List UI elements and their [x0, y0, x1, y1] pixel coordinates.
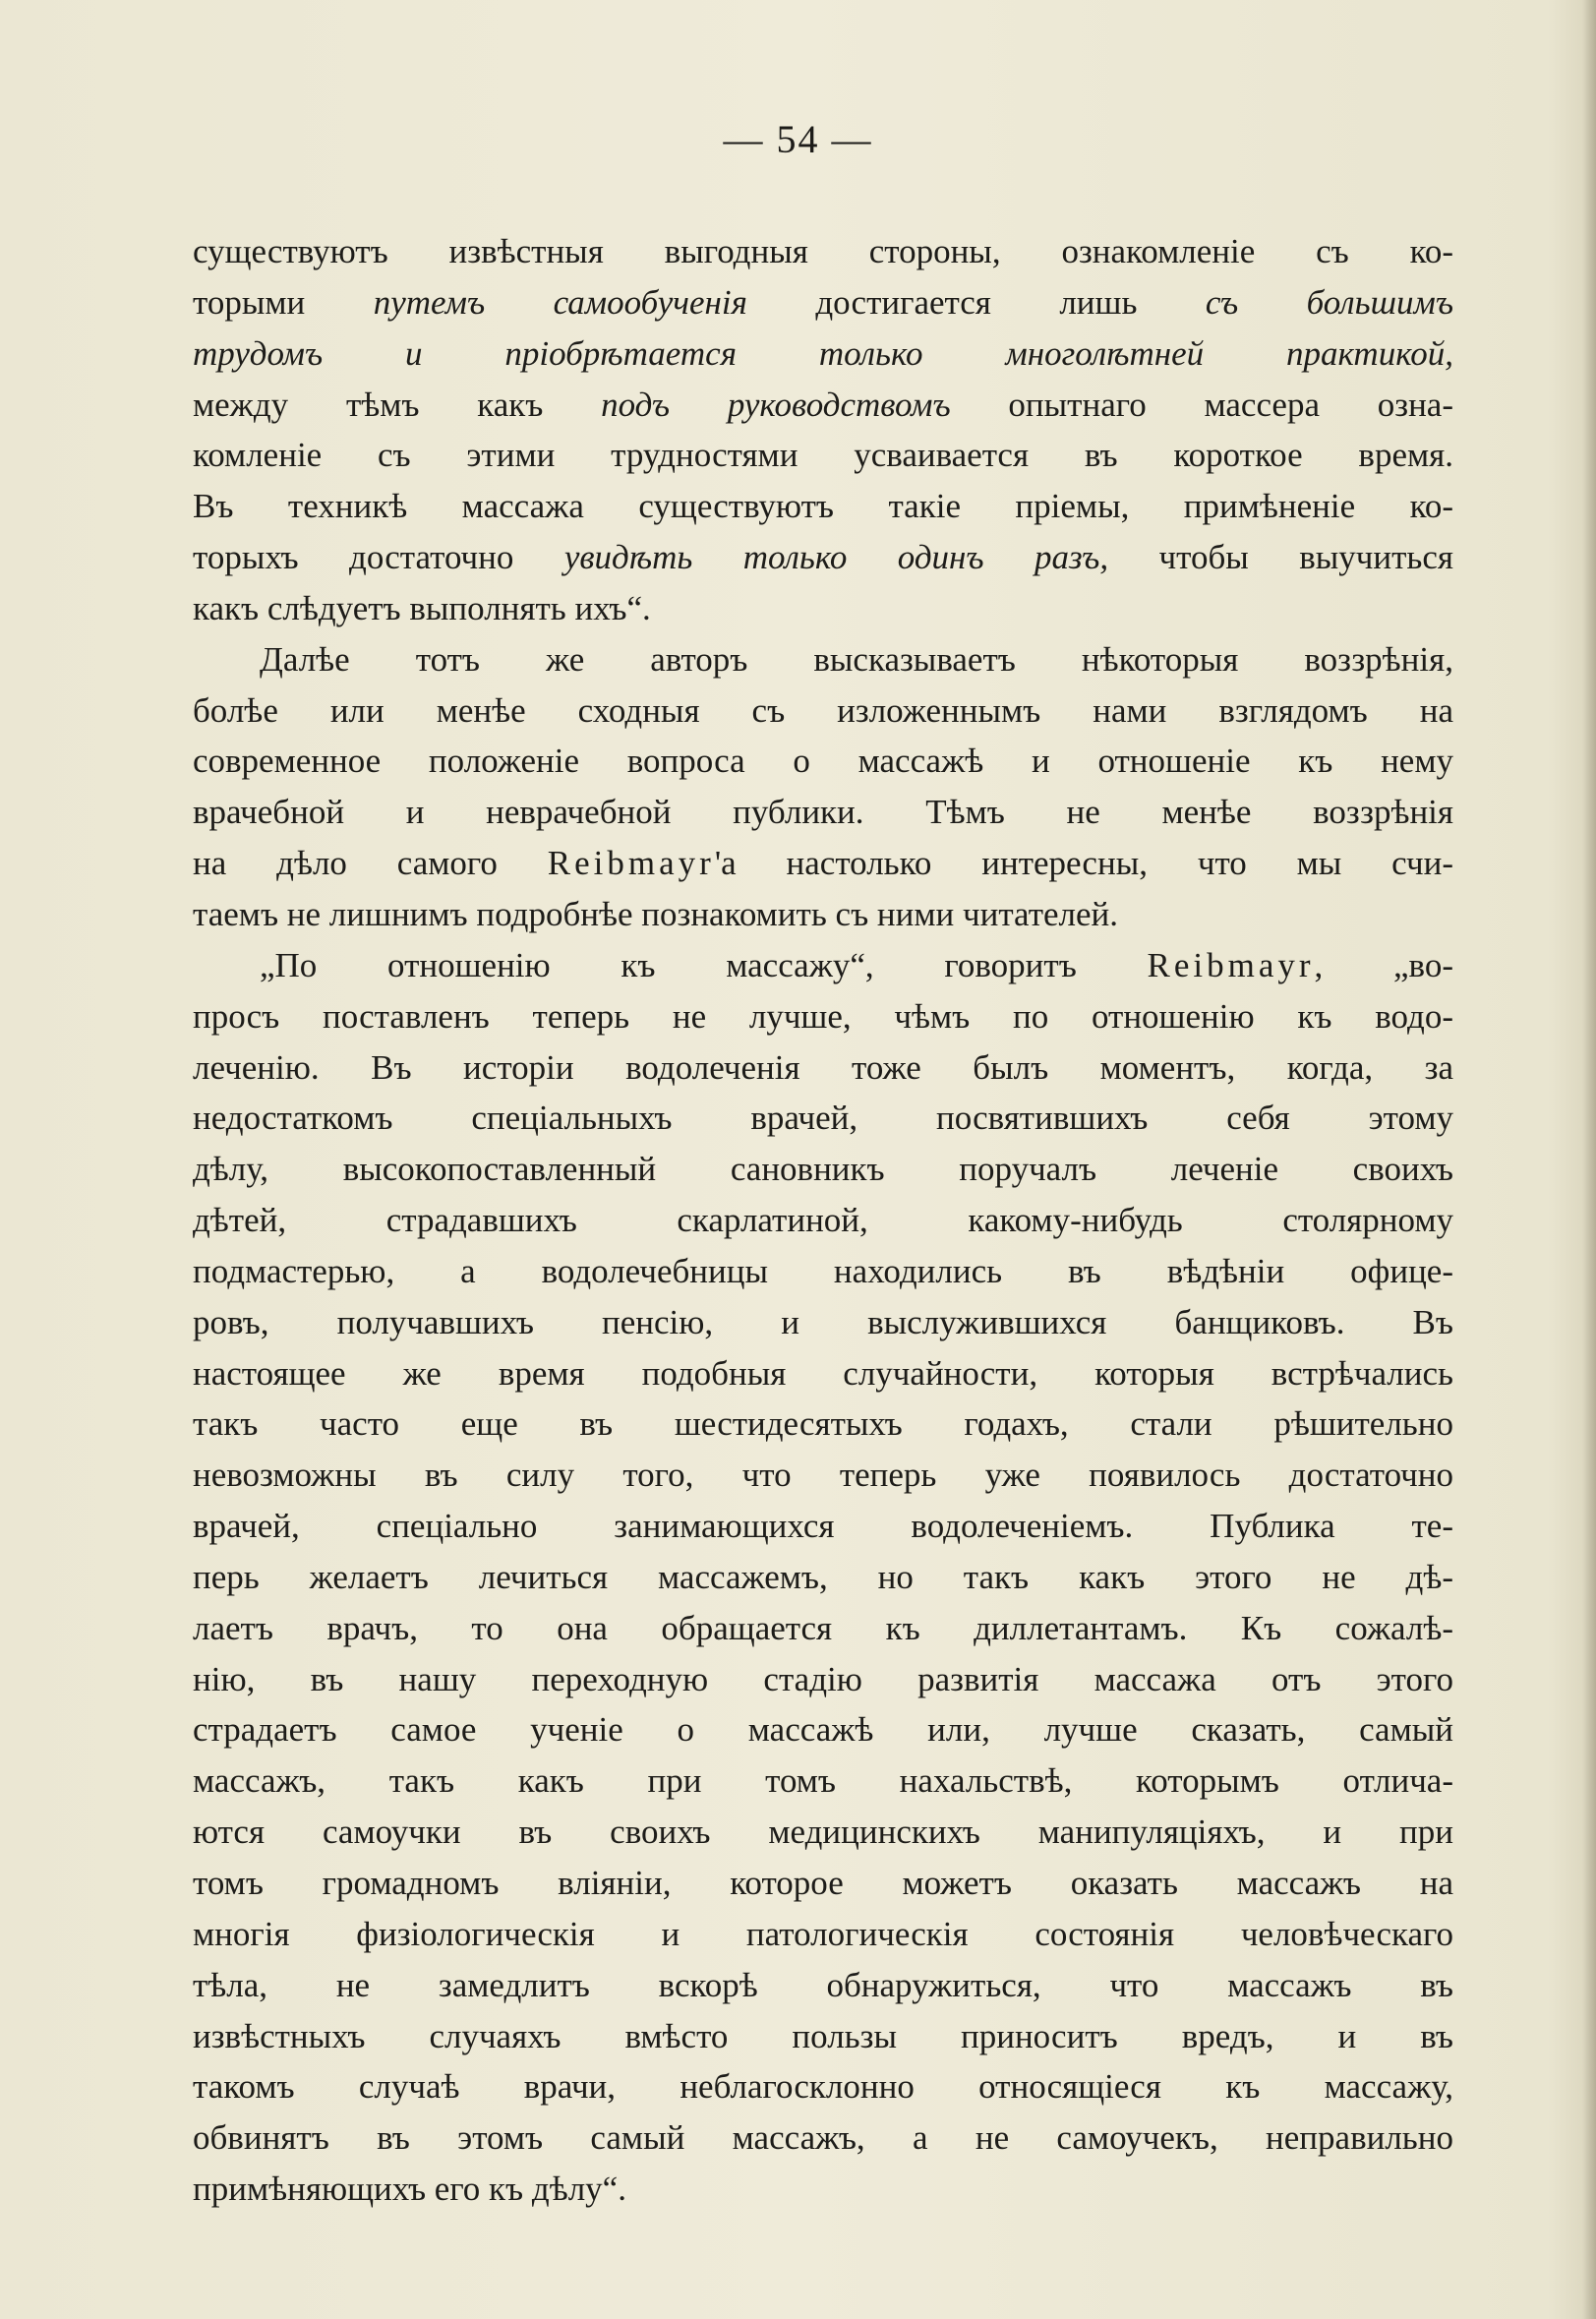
text-line: дѣлу, высокопоставленный сановникъ поручалъ леченіе своихъ [193, 1150, 1453, 1189]
italic-phrase: трудомъ и пріобрѣтается только многолѣтней практикой, [193, 333, 1453, 373]
text-line: врачебной и неврачебной публики. Тѣмъ не менѣе воззрѣнія [193, 793, 1453, 832]
italic-phrase: путемъ самообученія [373, 282, 747, 322]
text-line: торыми путемъ самообученія достигается лишь съ большимъ [193, 282, 1453, 322]
italic-phrase: подъ руководствомъ [601, 385, 951, 424]
text-line: на дѣло самого Reibmayr'а настолько интересны, что мы счи- [193, 844, 1453, 883]
text-line: лаетъ врачъ, то она обращается къ диллетантамъ. Къ сожалѣ- [193, 1608, 1453, 1647]
text-line: томъ громадномъ вліяніи, которое можетъ оказать массажъ на [193, 1864, 1453, 1902]
text-line: комленіе съ этими трудностями усваивается въ короткое время. [193, 436, 1453, 475]
text-line: примѣняющихъ его къ дѣлу“. [193, 2170, 626, 2209]
text-line: страдаетъ самое ученіе о массажѣ или, лучше сказать, самый [193, 1710, 1453, 1750]
text-line: Въ техникѣ массажа существуютъ такіе пріемы, примѣненіе ко- [193, 487, 1453, 526]
text-line: перь желаетъ лечиться массажемъ, но такъ какъ этого не дѣ- [193, 1557, 1453, 1596]
text-line: настоящее же время подобныя случайности, которыя встрѣчались [193, 1353, 1453, 1393]
text-line: современное положеніе вопроса о массажѣ и отношеніе къ нему [193, 742, 1453, 781]
italic-phrase: увидѣть только одинъ разъ, [563, 538, 1109, 577]
page-edge-shadow [1582, 0, 1596, 2319]
text-line: ются самоучки въ своихъ медицинскихъ манипуляціяхъ, и при [193, 1813, 1453, 1852]
text-line: болѣе или менѣе сходныя съ изложеннымъ нами взглядомъ на [193, 690, 1453, 730]
text-line: леченію. Въ исторіи водолеченія тоже былъ моментъ, когда, за [193, 1047, 1453, 1087]
text-line: существуютъ извѣстныя выгодныя стороны, ознакомленіе съ ко- [193, 232, 1453, 270]
text-line: какъ слѣдуетъ выполнять ихъ“. [193, 588, 651, 627]
text-line: многія физіологическія и патологическія состоянія человѣческаго [193, 1914, 1453, 1953]
body-text [193, 226, 1453, 2215]
text-line: Далѣе тотъ же авторъ высказываетъ нѣкоторыя воззрѣнія, [260, 639, 1453, 679]
text-line: такъ часто еще въ шестидесятыхъ годахъ, стали рѣшительно [193, 1404, 1453, 1444]
spaced-name: Reibmayr [1147, 945, 1315, 984]
text-line: врачей, спеціально занимающихся водолеченіемъ. Публика те- [193, 1507, 1453, 1546]
italic-phrase: съ большимъ [1205, 282, 1453, 322]
text-line: подмастерью, а водолечебницы находились въ вѣдѣніи офице- [193, 1251, 1453, 1290]
text-line: такомъ случаѣ врачи, неблагосклонно относящіеся къ массажу, [193, 2067, 1453, 2107]
text-line: просъ поставленъ теперь не лучше, чѣмъ по отношенію къ водо- [193, 996, 1453, 1036]
text-line: между тѣмъ какъ подъ руководствомъ опытнаго массера озна- [193, 385, 1453, 424]
spaced-name: Reibmayr [547, 844, 715, 883]
text-line: невозможны въ силу того, что теперь уже появилось достаточно [193, 1456, 1453, 1495]
text-line: массажъ, такъ какъ при томъ нахальствѣ, которымъ отлича- [193, 1761, 1453, 1801]
text-line: торыхъ достаточно увидѣть только одинъ разъ, чтобы выучиться [193, 538, 1453, 577]
text-line: „По отношенію къ массажу“, говоритъ Reibmayr, „во- [260, 945, 1453, 984]
text-line: обвинятъ въ этомъ самый массажъ, а не самоучекъ, неправильно [193, 2118, 1453, 2158]
text-line: дѣтей, страдавшихъ скарлатиной, какому-нибудь столярному [193, 1201, 1453, 1240]
text-line [193, 328, 1453, 380]
text-line: извѣстныхъ случаяхъ вмѣсто пользы приноситъ вредъ, и въ [193, 2016, 1453, 2055]
text-line: ровъ, получавшихъ пенсію, и выслужившихся банщиковъ. Въ [193, 1302, 1453, 1341]
text-line: тѣла, не замедлитъ вскорѣ обнаружиться, что массажъ въ [193, 1965, 1453, 2004]
page-number: — 54 — [723, 117, 873, 161]
text-line: недостаткомъ спеціальныхъ врачей, посвятившихъ себя этому [193, 1099, 1453, 1138]
text-line: нію, въ нашу переходную стадію развитія массажа отъ этого [193, 1659, 1453, 1698]
text-line: таемъ не лишнимъ подробнѣе познакомить съ ними читателей. [193, 894, 1119, 933]
